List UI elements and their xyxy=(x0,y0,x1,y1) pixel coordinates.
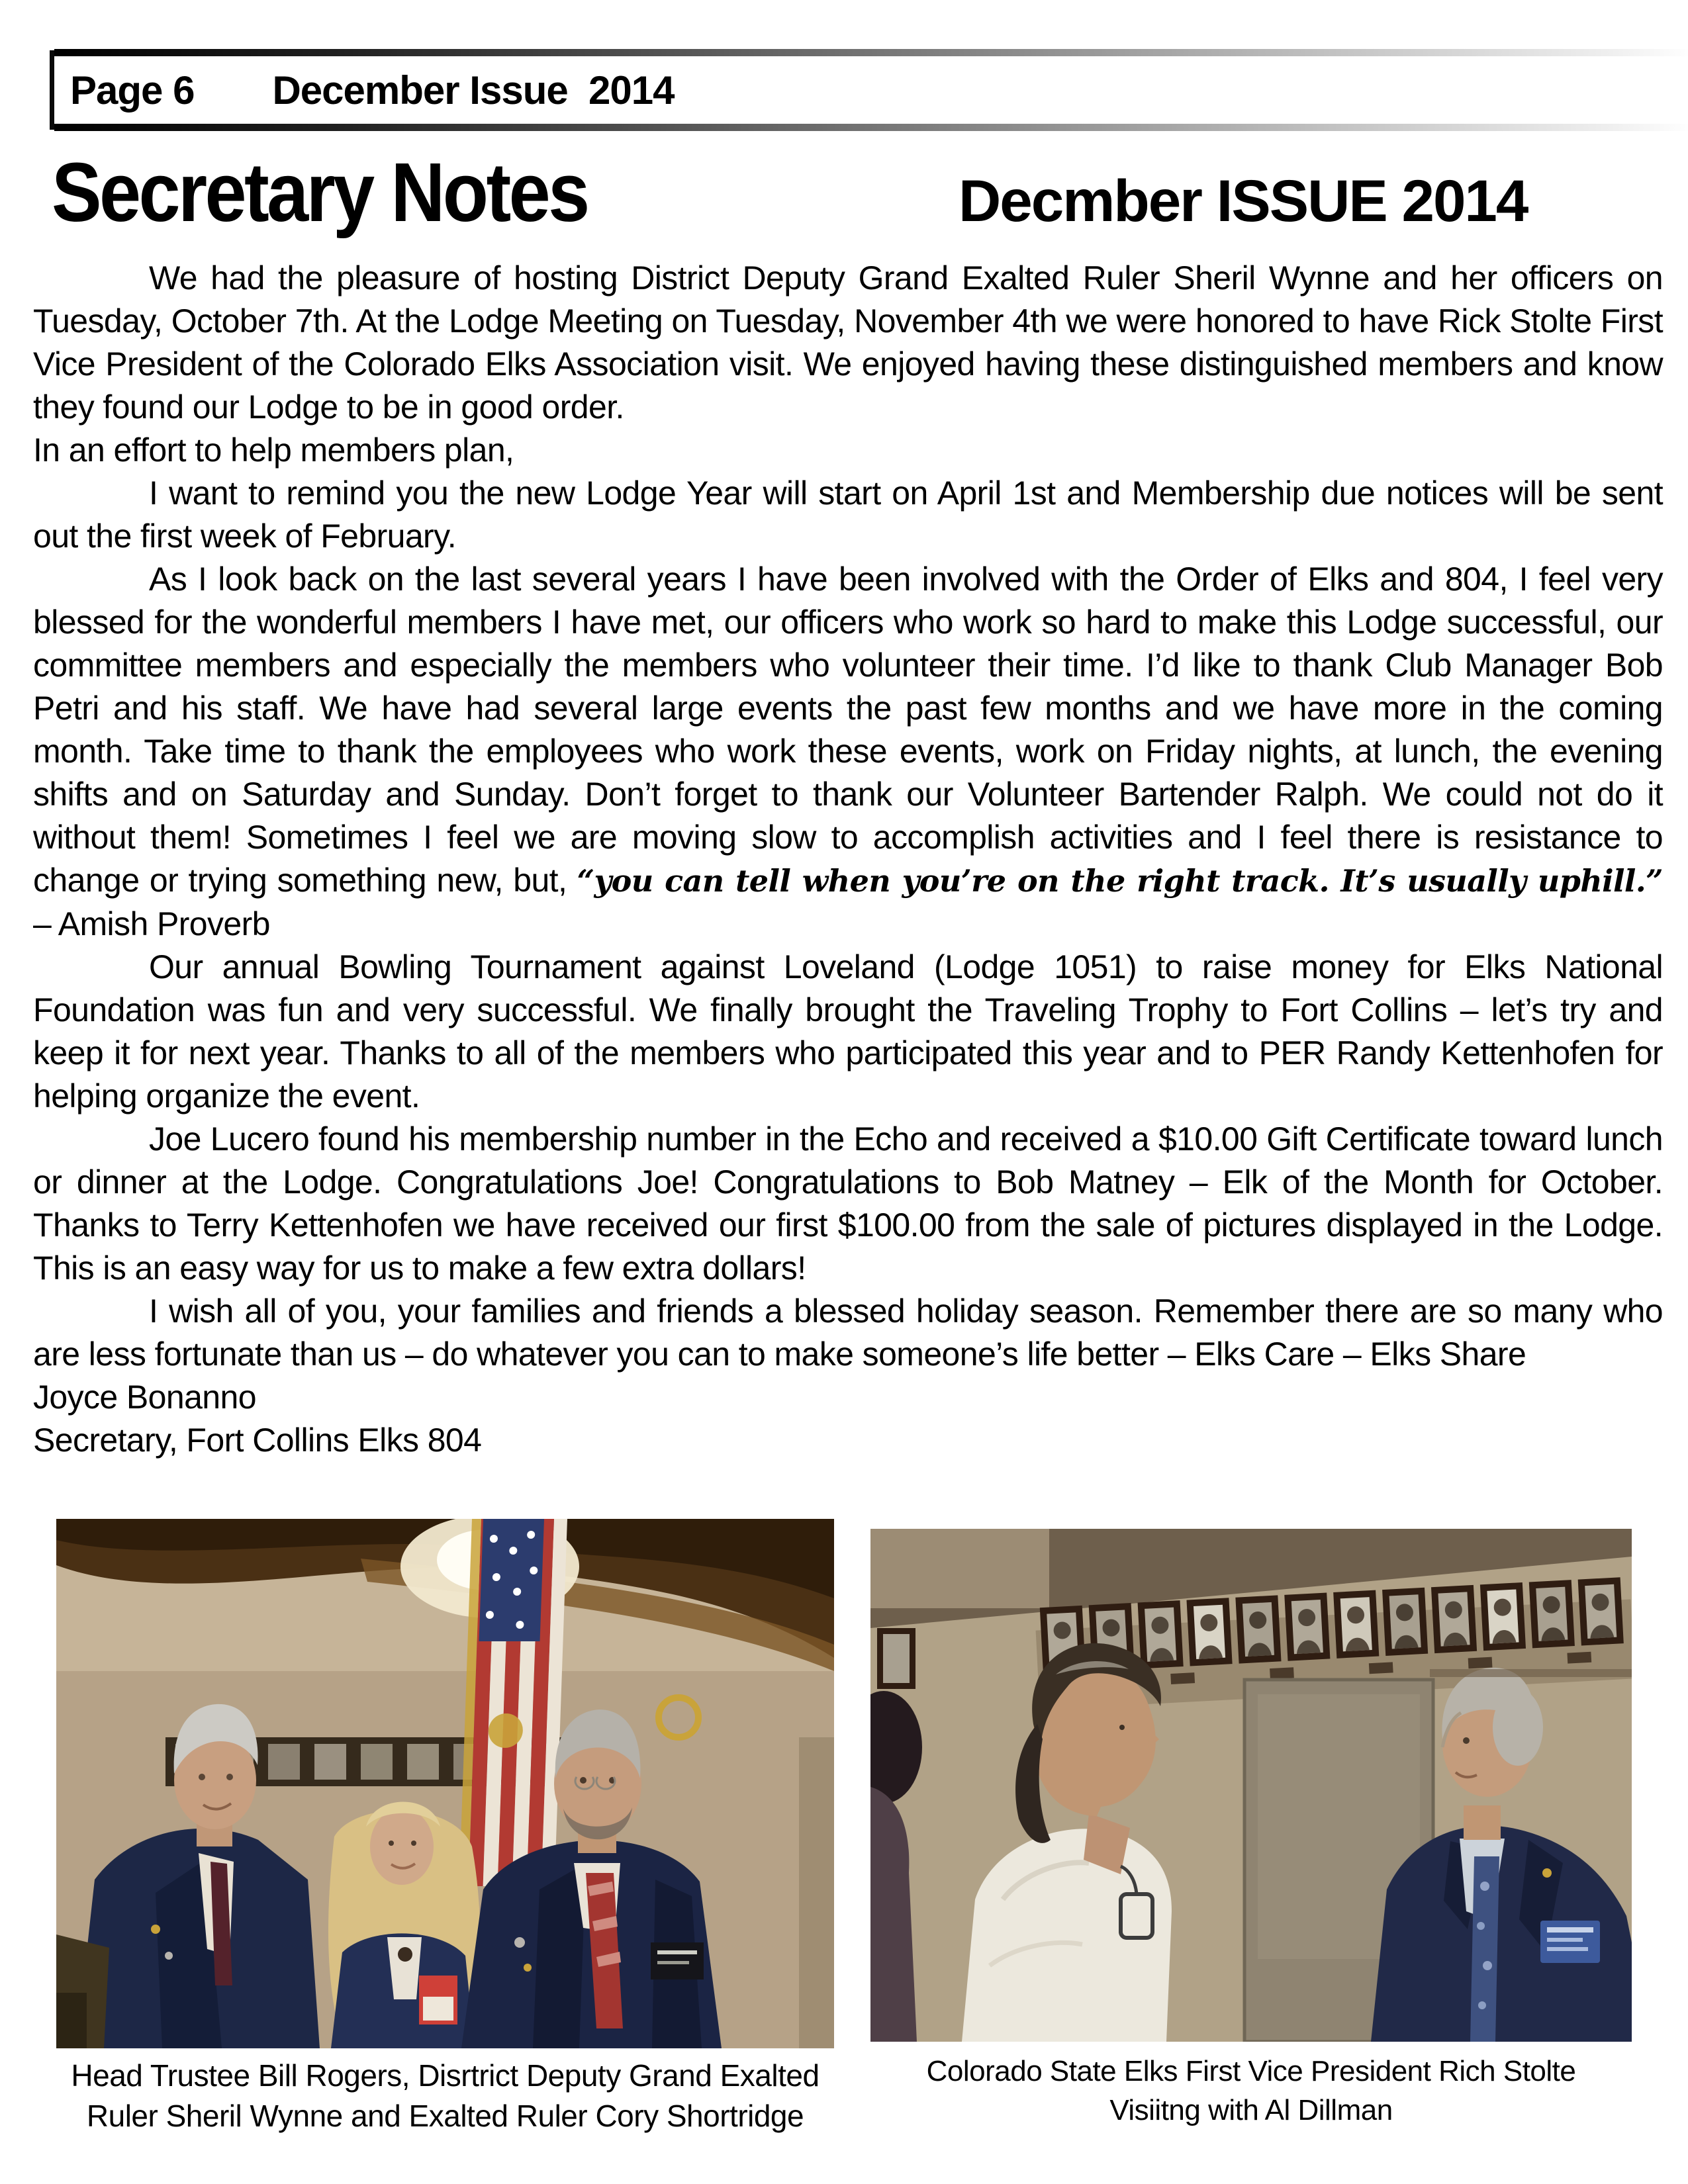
person-sheril-wynne xyxy=(328,1802,480,2049)
page-header-box xyxy=(50,50,1688,130)
wall-pillar xyxy=(799,1737,834,2048)
look-back-text: As I look back on the last several years I have been involved with the Order of Elks and 804, I feel very blessed for the wonderful members I have met, our officers who work so hard to make this Lodge successful, our committee members and especially the members who volunteer their time. I’d like to thank Club Manager Bob Petri and his staff. We have had several large events the past few months and we have more in the coming month. Take time to thank the employees who work these events, work on Friday nights, at lunch, the evening shifts and on Saturday and Sunday. Don’t forget to thank our Volunteer Bartender Ralph. We could not do it without them! Sometimes I feel we are moving slow to accomplish activities and I feel there is resistance to change or trying something new, but, xyxy=(33,561,1663,899)
caption-left-line2: Ruler Sheril Wynne and Exalted Ruler Cory Shortridge xyxy=(86,2099,804,2133)
caption-right-line1: Colorado State Elks First Vice President Rich Stolte xyxy=(926,2055,1576,2087)
chair-backs xyxy=(56,1934,109,2048)
signature-title: Secretary, Fort Collins Elks 804 xyxy=(33,1422,482,1459)
issue-label: December Issue 2014 xyxy=(272,68,675,113)
paragraph-lodge-year: I want to remind you the new Lodge Year will start on April 1st and Membership due notices will be sent out the first week of February. xyxy=(33,475,1663,555)
paragraph-visitors: We had the pleasure of hosting District Deputy Grand Exalted Ruler Sheril Wynne and her officers on Tuesday, October 7th. At the Lodge Meeting on Tuesday, November 4th we were honored to have Rick Stolte First Vice President of the Colorado Elks Association visit. We enjoyed having these distinguished members and know they found our Lodge to be in good order. xyxy=(33,259,1663,426)
caption-right-photo xyxy=(870,2052,1632,2130)
caption-right-line2: Visiitng with Al Dillman xyxy=(1109,2094,1393,2126)
paragraph-holiday-wish: I wish all of you, your families and friends a blessed holiday season. Remember there are so many who are less fortunate than us – do whatever you can to make someone’s life better – Elks Care – Elks Share xyxy=(33,1293,1663,1373)
paragraph-bowling: Our annual Bowling Tournament against Loveland (Lodge 1051) to raise money for Elks National Foundation was fun and very successful. We finally brought the Traveling Trophy to Fort Collins – let’s try and keep it for next year. Thanks to all of the members who participated this year and to PER Randy Kettenhofen for helping organize the event. xyxy=(33,948,1663,1115)
photo-officers-group xyxy=(56,1519,834,2048)
photo-stolte-illustration xyxy=(870,1529,1632,2042)
photo-stolte-dillman xyxy=(870,1529,1632,2042)
american-flag xyxy=(459,1519,567,1889)
article-title: Secretary Notes xyxy=(52,146,588,239)
paragraph-look-back xyxy=(33,558,1663,946)
signature-name: Joyce Bonanno xyxy=(33,1379,256,1416)
page-number-label: Page 6 xyxy=(70,68,195,113)
paragraph-plan-note: In an effort to help members plan, xyxy=(33,432,514,469)
article-body xyxy=(33,257,1663,1462)
amish-proverb-attribution: – Amish Proverb xyxy=(33,905,270,942)
page-header-text xyxy=(70,50,675,130)
caption-left-photo xyxy=(40,2056,851,2136)
caption-left-line1: Head Trustee Bill Rogers, Disrtrict Deputy Grand Exalted xyxy=(71,2058,820,2093)
photo-officers-illustration xyxy=(56,1519,834,2048)
paragraph-joe-lucero: Joe Lucero found his membership number in the Echo and received a $10.00 Gift Certificate toward lunch or dinner at the Lodge. Congratulations Joe! Congratulations to Bob Matney – Elk of the Month for October. Thanks to Terry Kettenhofen we have received our first $100.00 from the sale of pictures displayed in the Lodge. This is an easy way for us to make a few extra dollars! xyxy=(33,1120,1663,1287)
amish-proverb-quote: “you can tell when you’re on the right track. It’s usually uphill.” xyxy=(577,863,1664,899)
single-portrait-frame xyxy=(877,1628,915,1689)
picture-rail-shelf xyxy=(1430,1669,1632,1677)
issue-title: Decmber ISSUE 2014 xyxy=(959,167,1528,234)
